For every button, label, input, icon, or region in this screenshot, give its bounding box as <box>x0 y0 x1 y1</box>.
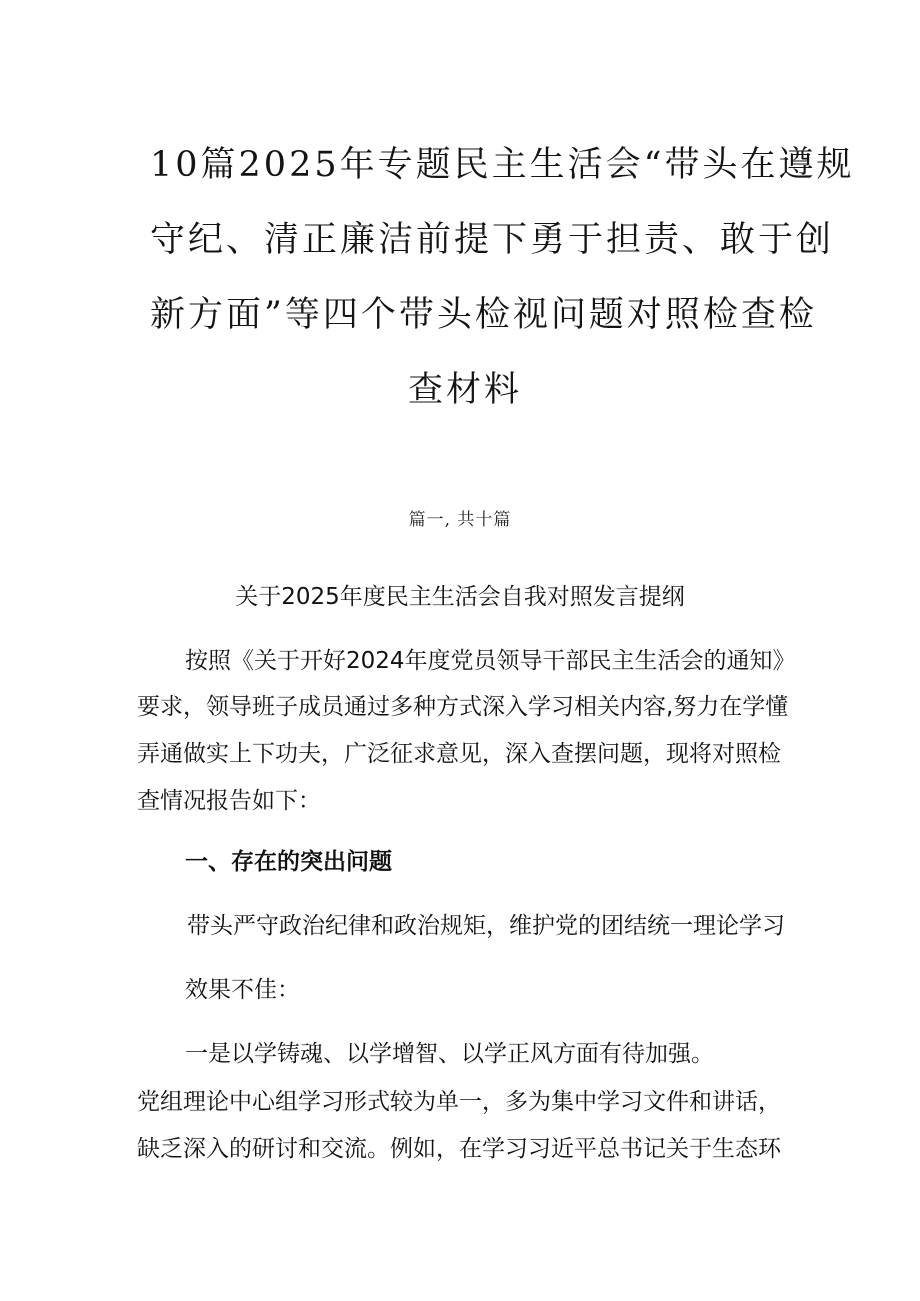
point-line: 带头严守政治纪律和政治规矩，维护党的团结统一理论学习 <box>187 913 785 939</box>
title-line: 守纪、清正廉洁前提下勇于担责、敢于创 <box>150 220 835 260</box>
title-line: 新方面”等四个带头检视问题对照检查检 <box>150 295 817 335</box>
document-subtitle: 篇一, 共十篇 <box>408 510 512 530</box>
section-heading: 一、存在的突出问题 <box>185 849 392 875</box>
intro-line: 要求，领导班子成员通过多种方式深入学习相关内容,努力在学懂 <box>137 694 789 720</box>
detail-line: 党组理论中心组学习形式较为单一，多为集中学习文件和讲话， <box>137 1089 781 1115</box>
intro-line: 按照《关于开好2024年度党员领导干部民主生活会的通知》 <box>185 648 796 674</box>
detail-line: 缺乏深入的研讨和交流。例如，在学习习近平总书记关于生态环 <box>137 1136 781 1162</box>
speech-heading: 关于2025年度民主生活会自我对照发言提纲 <box>235 584 685 610</box>
point-line: 效果不佳： <box>185 977 300 1003</box>
title-line: 10篇2025年专题民主生活会“带头在遵规 <box>150 145 855 185</box>
intro-line: 查情况报告如下： <box>137 788 321 814</box>
title-line: 查材料 <box>407 370 522 410</box>
detail-line: 一是以学铸魂、以学增智、以学正风方面有待加强。 <box>185 1041 714 1067</box>
intro-line: 弄通做实上下功夫，广泛征求意见，深入查摆问题，现将对照检 <box>137 741 781 767</box>
document-title <box>150 128 855 428</box>
